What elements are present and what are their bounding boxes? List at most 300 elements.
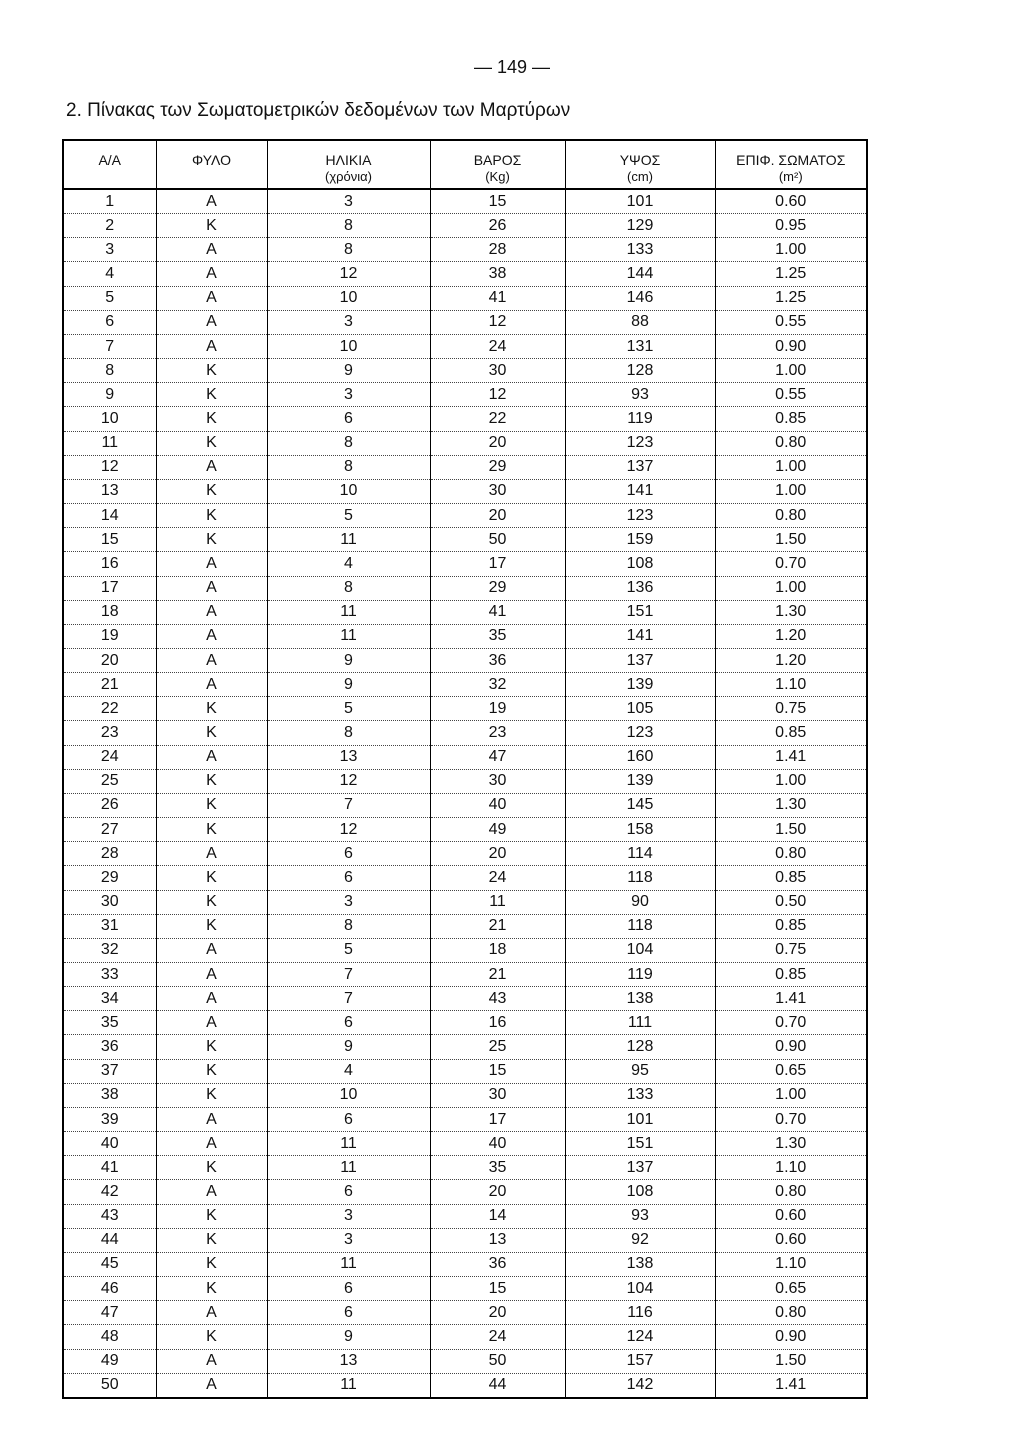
col-varos-cell: 24 — [430, 1325, 565, 1349]
table-row — [63, 1373, 867, 1398]
col-ilikia-cell: 7 — [267, 963, 430, 987]
col-aa-cell: 45 — [63, 1252, 156, 1276]
table-body — [63, 189, 867, 1398]
column-unit: (Kg) — [485, 169, 510, 185]
col-epif-cell: 0.85 — [715, 914, 867, 938]
col-ypsos-cell: 104 — [565, 938, 715, 962]
col-varos-cell: 17 — [430, 1107, 565, 1131]
col-epif-cell: 0.55 — [715, 383, 867, 407]
table-row — [63, 963, 867, 987]
col-epif-cell: 0.90 — [715, 1035, 867, 1059]
col-varos-cell: 15 — [430, 189, 565, 214]
col-aa-cell: 3 — [63, 238, 156, 262]
col-epif-cell: 0.80 — [715, 1180, 867, 1204]
table-row — [63, 1277, 867, 1301]
col-varos-cell: 15 — [430, 1059, 565, 1083]
col-varos-cell: 44 — [430, 1373, 565, 1398]
col-ypsos-cell: 101 — [565, 189, 715, 214]
col-ilikia-cell: 10 — [267, 479, 430, 503]
col-fylo-cell: Κ — [156, 1156, 267, 1180]
column-unit: (χρόνια) — [324, 169, 372, 185]
col-ypsos-cell: 138 — [565, 1252, 715, 1276]
table-row — [63, 1011, 867, 1035]
col-varos-cell: 14 — [430, 1204, 565, 1228]
col-epif-cell: 1.10 — [715, 1252, 867, 1276]
col-epif-cell: 0.70 — [715, 1011, 867, 1035]
col-ilikia-cell: 6 — [267, 1301, 430, 1325]
table-row — [63, 1252, 867, 1276]
col-aa-cell: 39 — [63, 1107, 156, 1131]
column-label: Α/Α — [98, 152, 122, 168]
col-ypsos-cell: 88 — [565, 310, 715, 334]
col-varos-cell: 50 — [430, 1349, 565, 1373]
table-row — [63, 818, 867, 842]
col-varos-cell: 28 — [430, 238, 565, 262]
col-ypsos-cell: 108 — [565, 552, 715, 576]
col-epif-cell: 1.20 — [715, 648, 867, 672]
col-ilikia-cell: 3 — [267, 310, 430, 334]
table-row — [63, 1107, 867, 1131]
col-aa-cell: 23 — [63, 721, 156, 745]
col-varos-cell: 32 — [430, 673, 565, 697]
col-ilikia-cell: 7 — [267, 793, 430, 817]
col-varos-cell: 36 — [430, 648, 565, 672]
header-row — [63, 140, 867, 189]
col-aa-cell: 20 — [63, 648, 156, 672]
col-varos-cell: 20 — [430, 431, 565, 455]
table-row — [63, 987, 867, 1011]
col-epif-cell: 1.50 — [715, 818, 867, 842]
table-row — [63, 1325, 867, 1349]
col-fylo-cell: Κ — [156, 914, 267, 938]
col-varos-cell: 40 — [430, 793, 565, 817]
table-row — [63, 359, 867, 383]
col-aa-cell: 11 — [63, 431, 156, 455]
table-row — [63, 334, 867, 358]
col-ypsos-cell: 90 — [565, 890, 715, 914]
table-row — [63, 431, 867, 455]
col-ilikia-header — [267, 140, 430, 189]
col-fylo-cell: Α — [156, 987, 267, 1011]
col-ypsos-cell: 118 — [565, 866, 715, 890]
col-fylo-cell: Κ — [156, 431, 267, 455]
col-aa-cell: 46 — [63, 1277, 156, 1301]
col-ilikia-cell: 9 — [267, 1035, 430, 1059]
col-aa-cell: 32 — [63, 938, 156, 962]
col-varos-cell: 43 — [430, 987, 565, 1011]
col-ypsos-cell: 138 — [565, 987, 715, 1011]
col-fylo-cell: Κ — [156, 1277, 267, 1301]
column-label: ΦΥΛΟ — [192, 152, 231, 168]
col-varos-cell: 25 — [430, 1035, 565, 1059]
table-row — [63, 721, 867, 745]
table-row — [63, 1083, 867, 1107]
col-varos-cell: 41 — [430, 286, 565, 310]
col-epif-cell: 0.60 — [715, 189, 867, 214]
col-aa-cell: 10 — [63, 407, 156, 431]
col-varos-cell: 47 — [430, 745, 565, 769]
table-row — [63, 455, 867, 479]
col-epif-cell: 0.70 — [715, 552, 867, 576]
col-ilikia-cell: 8 — [267, 214, 430, 238]
column-label: ΥΨΟΣ — [619, 152, 661, 168]
col-fylo-cell: Κ — [156, 1083, 267, 1107]
col-varos-cell: 30 — [430, 1083, 565, 1107]
column-unit: (m²) — [778, 169, 803, 185]
table-row — [63, 769, 867, 793]
col-fylo-cell: Κ — [156, 1252, 267, 1276]
col-ypsos-cell: 123 — [565, 504, 715, 528]
measurements-table — [62, 139, 868, 1399]
col-fylo-cell: Κ — [156, 407, 267, 431]
col-aa-cell: 47 — [63, 1301, 156, 1325]
table-row — [63, 310, 867, 334]
col-epif-cell: 1.00 — [715, 576, 867, 600]
col-aa-cell: 26 — [63, 793, 156, 817]
column-label: ΗΛΙΚΙΑ — [325, 152, 372, 168]
col-epif-cell: 0.55 — [715, 310, 867, 334]
col-fylo-cell: Α — [156, 334, 267, 358]
col-ilikia-cell: 6 — [267, 1011, 430, 1035]
col-varos-cell: 21 — [430, 963, 565, 987]
col-epif-cell: 1.10 — [715, 1156, 867, 1180]
table-row — [63, 1301, 867, 1325]
table-row — [63, 842, 867, 866]
column-label: ΒΑΡΟΣ — [473, 152, 522, 168]
col-aa-cell: 49 — [63, 1349, 156, 1373]
col-epif-cell: 1.00 — [715, 359, 867, 383]
col-varos-cell: 21 — [430, 914, 565, 938]
col-ilikia-cell: 7 — [267, 987, 430, 1011]
col-ypsos-cell: 141 — [565, 479, 715, 503]
col-aa-cell: 31 — [63, 914, 156, 938]
col-ypsos-cell: 158 — [565, 818, 715, 842]
table-row — [63, 576, 867, 600]
column-unit: (cm) — [627, 169, 653, 185]
col-fylo-cell: Α — [156, 1373, 267, 1398]
col-fylo-cell: Κ — [156, 866, 267, 890]
col-ypsos-cell: 144 — [565, 262, 715, 286]
col-ypsos-cell: 119 — [565, 963, 715, 987]
col-varos-cell: 40 — [430, 1132, 565, 1156]
table-row — [63, 1132, 867, 1156]
col-ypsos-header — [565, 140, 715, 189]
col-fylo-cell: Κ — [156, 697, 267, 721]
col-fylo-cell: Κ — [156, 1059, 267, 1083]
col-ilikia-cell: 8 — [267, 455, 430, 479]
col-ilikia-cell: 9 — [267, 648, 430, 672]
col-aa-header — [63, 140, 156, 189]
col-aa-cell: 15 — [63, 528, 156, 552]
col-ilikia-cell: 12 — [267, 769, 430, 793]
col-ypsos-cell: 151 — [565, 1132, 715, 1156]
table-row — [63, 1059, 867, 1083]
table-row — [63, 238, 867, 262]
table-row — [63, 1349, 867, 1373]
col-epif-cell: 0.80 — [715, 1301, 867, 1325]
col-ilikia-cell: 13 — [267, 1349, 430, 1373]
col-aa-cell: 6 — [63, 310, 156, 334]
col-fylo-cell: Α — [156, 1011, 267, 1035]
col-ypsos-cell: 136 — [565, 576, 715, 600]
col-ilikia-cell: 8 — [267, 914, 430, 938]
col-epif-cell: 1.41 — [715, 987, 867, 1011]
col-ilikia-cell: 6 — [267, 866, 430, 890]
col-varos-cell: 20 — [430, 504, 565, 528]
col-aa-cell: 21 — [63, 673, 156, 697]
col-fylo-cell: Α — [156, 1107, 267, 1131]
col-ilikia-cell: 3 — [267, 1228, 430, 1252]
col-ilikia-cell: 11 — [267, 1373, 430, 1398]
col-aa-cell: 12 — [63, 455, 156, 479]
col-varos-cell: 16 — [430, 1011, 565, 1035]
col-fylo-cell: Κ — [156, 528, 267, 552]
col-fylo-cell: Κ — [156, 1204, 267, 1228]
col-ypsos-cell: 101 — [565, 1107, 715, 1131]
col-fylo-cell: Κ — [156, 504, 267, 528]
col-ilikia-cell: 12 — [267, 262, 430, 286]
col-ypsos-cell: 123 — [565, 721, 715, 745]
col-epif-cell: 0.65 — [715, 1277, 867, 1301]
col-varos-cell: 30 — [430, 769, 565, 793]
col-ypsos-cell: 146 — [565, 286, 715, 310]
table-row — [63, 697, 867, 721]
col-ypsos-cell: 124 — [565, 1325, 715, 1349]
col-aa-cell: 28 — [63, 842, 156, 866]
col-epif-cell: 1.41 — [715, 1373, 867, 1398]
col-epif-cell: 1.00 — [715, 479, 867, 503]
col-ypsos-cell: 137 — [565, 1156, 715, 1180]
col-aa-cell: 18 — [63, 600, 156, 624]
col-ypsos-cell: 111 — [565, 1011, 715, 1035]
table-row — [63, 262, 867, 286]
col-ilikia-cell: 4 — [267, 552, 430, 576]
col-ilikia-cell: 6 — [267, 1277, 430, 1301]
col-fylo-header — [156, 140, 267, 189]
col-aa-cell: 16 — [63, 552, 156, 576]
col-varos-cell: 35 — [430, 1156, 565, 1180]
col-varos-cell: 20 — [430, 1301, 565, 1325]
col-epif-cell: 0.85 — [715, 866, 867, 890]
col-fylo-cell: Κ — [156, 890, 267, 914]
col-fylo-cell: Α — [156, 745, 267, 769]
col-ilikia-cell: 11 — [267, 1252, 430, 1276]
col-epif-cell: 0.65 — [715, 1059, 867, 1083]
col-ilikia-cell: 10 — [267, 334, 430, 358]
col-fylo-cell: Α — [156, 1301, 267, 1325]
col-varos-cell: 50 — [430, 528, 565, 552]
col-ypsos-cell: 128 — [565, 1035, 715, 1059]
col-aa-cell: 29 — [63, 866, 156, 890]
col-ypsos-cell: 128 — [565, 359, 715, 383]
col-ypsos-cell: 141 — [565, 624, 715, 648]
table-row — [63, 624, 867, 648]
col-aa-cell: 34 — [63, 987, 156, 1011]
col-varos-cell: 41 — [430, 600, 565, 624]
table-row — [63, 479, 867, 503]
col-epif-cell: 0.50 — [715, 890, 867, 914]
col-ilikia-cell: 11 — [267, 624, 430, 648]
col-ilikia-cell: 9 — [267, 673, 430, 697]
col-epif-cell: 0.60 — [715, 1228, 867, 1252]
col-ypsos-cell: 159 — [565, 528, 715, 552]
col-epif-cell: 1.00 — [715, 238, 867, 262]
col-ypsos-cell: 108 — [565, 1180, 715, 1204]
col-ilikia-cell: 8 — [267, 431, 430, 455]
col-aa-cell: 40 — [63, 1132, 156, 1156]
col-ypsos-cell: 142 — [565, 1373, 715, 1398]
col-aa-cell: 4 — [63, 262, 156, 286]
col-ilikia-cell: 3 — [267, 1204, 430, 1228]
col-ilikia-cell: 6 — [267, 1180, 430, 1204]
col-aa-cell: 9 — [63, 383, 156, 407]
col-ilikia-cell: 11 — [267, 528, 430, 552]
col-aa-cell: 14 — [63, 504, 156, 528]
col-varos-cell: 12 — [430, 310, 565, 334]
col-aa-cell: 44 — [63, 1228, 156, 1252]
col-varos-header — [430, 140, 565, 189]
col-epif-cell: 0.95 — [715, 214, 867, 238]
col-ilikia-cell: 5 — [267, 697, 430, 721]
col-varos-cell: 30 — [430, 359, 565, 383]
table-row — [63, 407, 867, 431]
table-row — [63, 1156, 867, 1180]
col-varos-cell: 35 — [430, 624, 565, 648]
col-ypsos-cell: 131 — [565, 334, 715, 358]
col-fylo-cell: Κ — [156, 769, 267, 793]
col-aa-cell: 19 — [63, 624, 156, 648]
col-ypsos-cell: 129 — [565, 214, 715, 238]
table-row — [63, 528, 867, 552]
col-ypsos-cell: 92 — [565, 1228, 715, 1252]
col-epif-cell: 0.80 — [715, 504, 867, 528]
table-row — [63, 866, 867, 890]
col-epif-cell: 1.50 — [715, 1349, 867, 1373]
col-fylo-cell: Κ — [156, 1325, 267, 1349]
col-ilikia-cell: 6 — [267, 1107, 430, 1131]
col-ypsos-cell: 123 — [565, 431, 715, 455]
col-aa-cell: 8 — [63, 359, 156, 383]
col-epif-cell: 1.20 — [715, 624, 867, 648]
col-varos-cell: 19 — [430, 697, 565, 721]
col-varos-cell: 29 — [430, 576, 565, 600]
table-row — [63, 214, 867, 238]
table-row — [63, 745, 867, 769]
col-varos-cell: 11 — [430, 890, 565, 914]
col-ypsos-cell: 93 — [565, 383, 715, 407]
col-epif-cell: 0.85 — [715, 721, 867, 745]
col-varos-cell: 12 — [430, 383, 565, 407]
col-ypsos-cell: 93 — [565, 1204, 715, 1228]
col-epif-cell: 1.50 — [715, 528, 867, 552]
col-ilikia-cell: 8 — [267, 576, 430, 600]
col-aa-cell: 17 — [63, 576, 156, 600]
col-fylo-cell: Α — [156, 1180, 267, 1204]
col-fylo-cell: Α — [156, 576, 267, 600]
page-title: 2. Πίνακας των Σωματομετρικών δεδομένων των Μαρτύρων — [66, 100, 571, 121]
col-fylo-cell: Α — [156, 262, 267, 286]
page-number: — 149 — — [473, 57, 551, 77]
col-epif-cell: 1.30 — [715, 600, 867, 624]
col-ypsos-cell: 139 — [565, 769, 715, 793]
col-ypsos-cell: 116 — [565, 1301, 715, 1325]
col-aa-cell: 1 — [63, 189, 156, 214]
col-aa-cell: 30 — [63, 890, 156, 914]
col-fylo-cell: Κ — [156, 214, 267, 238]
col-ypsos-cell: 157 — [565, 1349, 715, 1373]
col-ilikia-cell: 9 — [267, 359, 430, 383]
col-fylo-cell: Α — [156, 1132, 267, 1156]
col-ilikia-cell: 10 — [267, 1083, 430, 1107]
col-aa-cell: 5 — [63, 286, 156, 310]
col-aa-cell: 37 — [63, 1059, 156, 1083]
col-aa-cell: 48 — [63, 1325, 156, 1349]
col-varos-cell: 24 — [430, 866, 565, 890]
table-row — [63, 648, 867, 672]
col-varos-cell: 17 — [430, 552, 565, 576]
col-ilikia-cell: 5 — [267, 938, 430, 962]
col-epif-cell: 1.10 — [715, 673, 867, 697]
col-aa-cell: 42 — [63, 1180, 156, 1204]
col-ypsos-cell: 137 — [565, 648, 715, 672]
col-epif-cell: 1.41 — [715, 745, 867, 769]
col-ypsos-cell: 133 — [565, 1083, 715, 1107]
col-varos-cell: 26 — [430, 214, 565, 238]
col-fylo-cell: Κ — [156, 479, 267, 503]
col-ypsos-cell: 119 — [565, 407, 715, 431]
col-fylo-cell: Α — [156, 455, 267, 479]
col-epif-cell: 1.30 — [715, 793, 867, 817]
table-row — [63, 286, 867, 310]
col-epif-cell: 0.90 — [715, 334, 867, 358]
col-epif-cell: 0.80 — [715, 842, 867, 866]
col-ilikia-cell: 5 — [267, 504, 430, 528]
table-row — [63, 189, 867, 214]
col-epif-cell: 0.75 — [715, 938, 867, 962]
col-epif-cell: 0.80 — [715, 431, 867, 455]
table-header — [63, 140, 867, 189]
col-varos-cell: 18 — [430, 938, 565, 962]
col-varos-cell: 20 — [430, 842, 565, 866]
col-fylo-cell: Κ — [156, 1035, 267, 1059]
table-row — [63, 914, 867, 938]
table-row — [63, 504, 867, 528]
col-varos-cell: 30 — [430, 479, 565, 503]
column-label: ΕΠΙΦ. ΣΩΜΑΤΟΣ — [736, 152, 846, 168]
col-aa-cell: 27 — [63, 818, 156, 842]
table-row — [63, 1180, 867, 1204]
table-row — [63, 673, 867, 697]
col-epif-header — [715, 140, 867, 189]
col-ypsos-cell: 118 — [565, 914, 715, 938]
col-fylo-cell: Α — [156, 842, 267, 866]
col-ilikia-cell: 3 — [267, 890, 430, 914]
table-row — [63, 552, 867, 576]
col-ypsos-cell: 137 — [565, 455, 715, 479]
col-varos-cell: 15 — [430, 1277, 565, 1301]
col-ilikia-cell: 3 — [267, 189, 430, 214]
col-ilikia-cell: 8 — [267, 238, 430, 262]
col-varos-cell: 23 — [430, 721, 565, 745]
col-fylo-cell: Α — [156, 310, 267, 334]
col-varos-cell: 20 — [430, 1180, 565, 1204]
col-fylo-cell: Α — [156, 1349, 267, 1373]
col-fylo-cell: Α — [156, 963, 267, 987]
col-aa-cell: 38 — [63, 1083, 156, 1107]
col-ypsos-cell: 151 — [565, 600, 715, 624]
col-ypsos-cell: 133 — [565, 238, 715, 262]
col-fylo-cell: Α — [156, 673, 267, 697]
